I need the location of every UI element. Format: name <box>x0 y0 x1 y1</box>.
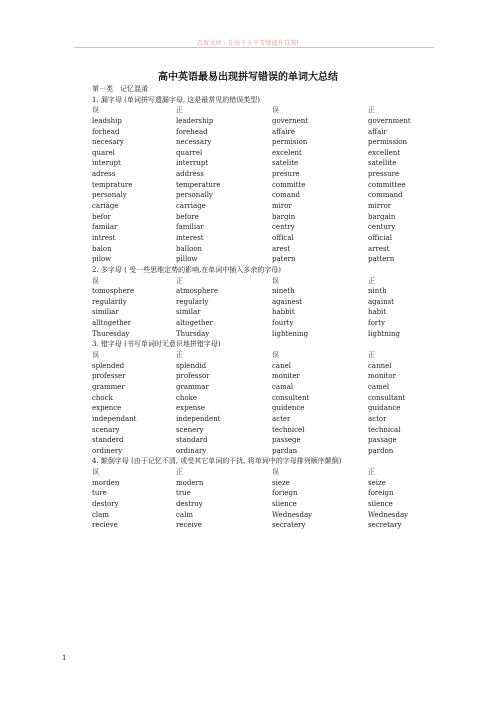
correct-word: standard <box>176 436 208 445</box>
header-wrong: 误 <box>92 468 99 477</box>
correct-word: Wednesday <box>368 510 409 519</box>
wrong-word: familar <box>92 223 118 232</box>
header-right: 正 <box>368 276 375 285</box>
wrong-word: againest <box>272 297 303 306</box>
header-right: 正 <box>176 351 183 360</box>
section-heading: 1. 漏字母 (单词拼写遗漏字母, 这是最常见的错误类型) <box>92 95 261 104</box>
word-row <box>92 371 422 382</box>
header-right: 正 <box>368 106 375 115</box>
wrong-word: patern <box>272 255 296 264</box>
word-row <box>92 180 422 191</box>
word-row <box>92 254 422 265</box>
header-wrong: 误 <box>92 276 99 285</box>
correct-word: independent <box>176 414 221 423</box>
wrong-word: intrest <box>92 233 116 242</box>
correct-word: satellite <box>368 159 397 168</box>
correct-word: professor <box>176 372 210 381</box>
correct-word: temperature <box>176 180 221 189</box>
wrong-word: personaly <box>92 191 127 200</box>
correct-word: lightning <box>368 329 401 338</box>
wrong-word: excelent <box>272 148 302 157</box>
word-row <box>92 201 422 212</box>
correct-word: scenery <box>176 425 204 434</box>
correct-word: permission <box>368 138 407 147</box>
word-row <box>92 158 422 169</box>
wrong-word: temprature <box>92 180 133 189</box>
wrong-word: quarel <box>92 148 115 157</box>
word-row <box>92 425 422 436</box>
column-header-row <box>92 350 422 361</box>
wrong-word: independant <box>92 414 137 423</box>
header-wrong: 误 <box>272 468 279 477</box>
correct-word: forehead <box>176 127 208 136</box>
correct-word: grammar <box>176 382 209 391</box>
wrong-word: regularily <box>92 297 127 306</box>
correct-word: cannel <box>368 361 392 370</box>
wrong-word: satelite <box>272 159 299 168</box>
word-row <box>92 488 422 499</box>
word-row <box>92 116 422 127</box>
correct-word: habit <box>368 308 387 317</box>
wrong-word: habbit <box>272 308 295 317</box>
correct-word: seize <box>368 478 386 487</box>
watermark: 百度文库 - 让每个人平等地提升自我! <box>196 40 300 47</box>
header-right: 正 <box>368 468 375 477</box>
correct-word: foreign <box>368 489 394 498</box>
word-row <box>92 318 422 329</box>
wrong-word: grammer <box>92 382 125 391</box>
wrong-word: scenary <box>92 425 120 434</box>
correct-word: ninth <box>368 287 387 296</box>
word-row <box>92 382 422 393</box>
wrong-word: cariage <box>92 202 119 211</box>
wrong-word: sieze <box>272 478 290 487</box>
page-title: 高中英语最易出现拼写错误的单词大总结 <box>158 72 338 83</box>
wrong-word: clam <box>92 510 109 519</box>
word-row <box>92 286 422 297</box>
word-row <box>92 520 422 531</box>
section-heading: 4. 颠倒字母 (由于记忆不清, 或受其它单词的干扰, 将单词中的字母排列顺序颠倒) <box>92 457 342 466</box>
correct-word: affair <box>368 127 387 136</box>
word-row <box>92 244 422 255</box>
wrong-word: centry <box>272 223 295 232</box>
wrong-word: canel <box>272 361 291 370</box>
wrong-word: alltogether <box>92 319 132 328</box>
correct-word: arrest <box>368 244 390 253</box>
correct-word: altogether <box>176 319 213 328</box>
word-row <box>92 137 422 148</box>
wrong-word: permision <box>272 138 308 147</box>
header-rule <box>74 47 434 48</box>
word-row <box>92 233 422 244</box>
correct-word: leadership <box>176 116 214 125</box>
header-wrong: 误 <box>272 106 279 115</box>
wrong-word: lightening <box>272 329 309 338</box>
word-row <box>92 307 422 318</box>
wrong-word: forhead <box>92 127 120 136</box>
wrong-word: acter <box>272 414 291 423</box>
wrong-word: pilow <box>92 255 112 264</box>
word-row <box>92 393 422 404</box>
header-right: 正 <box>176 106 183 115</box>
wrong-word: recieve <box>92 521 118 530</box>
wrong-word: leadship <box>92 116 122 125</box>
category-heading: 第一类 记忆混淆 <box>92 85 148 93</box>
wrong-word: presure <box>272 170 300 179</box>
word-row <box>92 510 422 521</box>
word-row <box>92 190 422 201</box>
word-row <box>92 329 422 340</box>
column-header-row <box>92 467 422 478</box>
correct-word: mirror <box>368 202 392 211</box>
correct-word: committee <box>368 180 406 189</box>
wrong-word: splended <box>92 361 125 370</box>
correct-word: calm <box>176 510 193 519</box>
correct-word: necessary <box>176 138 212 147</box>
correct-word: actor <box>368 414 387 423</box>
word-row <box>92 212 422 223</box>
header-right: 正 <box>176 276 183 285</box>
wrong-word: consultent <box>272 393 310 402</box>
correct-word: ordinary <box>176 446 207 455</box>
wrong-word: secratery <box>272 521 306 530</box>
wrong-word: offical <box>272 233 294 242</box>
header-right: 正 <box>176 468 183 477</box>
correct-word: guidance <box>368 404 401 413</box>
correct-word: expense <box>176 404 205 413</box>
correct-word: pressure <box>368 170 400 179</box>
correct-word: secretary <box>368 521 402 530</box>
wrong-word: comand <box>272 191 300 200</box>
wrong-word: passege <box>272 436 301 445</box>
wrong-word: necesary <box>92 138 124 147</box>
correct-word: century <box>368 223 396 232</box>
correct-word: balloon <box>176 244 203 253</box>
word-row <box>92 478 422 489</box>
correct-word: excellent <box>368 148 401 157</box>
wrong-word: professer <box>92 372 126 381</box>
wrong-word: governent <box>272 116 309 125</box>
wrong-word: destory <box>92 499 119 508</box>
page-number: 1 <box>62 654 67 662</box>
correct-word: carriage <box>176 202 206 211</box>
correct-word: similar <box>176 308 201 317</box>
word-row <box>92 361 422 372</box>
correct-word: pardon <box>368 446 394 455</box>
correct-word: choke <box>176 393 198 402</box>
correct-word: against <box>368 297 394 306</box>
wrong-word: foriegn <box>272 489 298 498</box>
wrong-word: arest <box>272 244 291 253</box>
correct-word: familiar <box>176 223 204 232</box>
wrong-word: balon <box>92 244 112 253</box>
wrong-word: expence <box>92 404 122 413</box>
wrong-word: Wednesday <box>272 510 313 519</box>
correct-word: pillow <box>176 255 198 264</box>
wrong-word: Thuresday <box>92 329 130 338</box>
correct-word: Thursday <box>176 329 210 338</box>
correct-word: regularly <box>176 297 209 306</box>
wrong-word: camal <box>272 382 294 391</box>
section-heading: 3. 错字母 (书写单词时无意识地拼错字母) <box>92 340 221 349</box>
word-row <box>92 222 422 233</box>
word-row <box>92 148 422 159</box>
word-row <box>92 435 422 446</box>
correct-word: interrupt <box>176 159 209 168</box>
correct-word: government <box>368 116 411 125</box>
wrong-word: chock <box>92 393 113 402</box>
document-body <box>92 84 422 531</box>
wrong-word: adress <box>92 170 116 179</box>
word-row <box>92 414 422 425</box>
column-header-row <box>92 276 422 287</box>
correct-word: bargain <box>368 212 396 221</box>
wrong-word: guidence <box>272 404 305 413</box>
wrong-word: ordinery <box>92 446 123 455</box>
wrong-word: fourty <box>272 319 294 328</box>
wrong-word: befor <box>92 212 111 221</box>
correct-word: official <box>368 233 392 242</box>
correct-word: destroy <box>176 499 203 508</box>
correct-word: command <box>368 191 403 200</box>
wrong-word: interupt <box>92 159 121 168</box>
header-wrong: 误 <box>92 351 99 360</box>
header-right: 正 <box>368 351 375 360</box>
wrong-word: slience <box>272 499 297 508</box>
wrong-word: tomosphere <box>92 287 135 296</box>
correct-word: address <box>176 170 204 179</box>
correct-word: silence <box>368 499 393 508</box>
wrong-word: bargin <box>272 212 296 221</box>
correct-word: forty <box>368 319 385 328</box>
correct-word: receive <box>176 521 202 530</box>
wrong-word: standerd <box>92 436 124 445</box>
wrong-word: similiar <box>92 308 119 317</box>
wrong-word: technicel <box>272 425 305 434</box>
header-wrong: 误 <box>92 106 99 115</box>
word-row <box>92 127 422 138</box>
word-row <box>92 403 422 414</box>
wrong-word: moniter <box>272 372 300 381</box>
wrong-word: committe <box>272 180 306 189</box>
wrong-word: ture <box>92 489 107 498</box>
correct-word: technical <box>368 425 401 434</box>
correct-word: atmosphere <box>176 287 219 296</box>
section-heading: 2. 多字母 ( 受一些思维定势的影响,在单词中插入多余的字母) <box>92 265 282 274</box>
correct-word: quarrel <box>176 148 203 157</box>
wrong-word: nineth <box>272 287 295 296</box>
wrong-word: morden <box>92 478 120 487</box>
wrong-word: affaire <box>272 127 296 136</box>
correct-word: true <box>176 489 191 498</box>
correct-word: interest <box>176 233 204 242</box>
column-header-row <box>92 105 422 116</box>
correct-word: passage <box>368 436 397 445</box>
correct-word: personally <box>176 191 213 200</box>
correct-word: camel <box>368 382 390 391</box>
wrong-word: pardan <box>272 446 298 455</box>
wrong-word: miror <box>272 202 292 211</box>
word-row <box>92 499 422 510</box>
correct-word: monitor <box>368 372 396 381</box>
correct-word: before <box>176 212 199 221</box>
word-row <box>92 297 422 308</box>
correct-word: modern <box>176 478 204 487</box>
correct-word: pattern <box>368 255 395 264</box>
header-wrong: 误 <box>272 351 279 360</box>
word-row <box>92 446 422 457</box>
word-row <box>92 169 422 180</box>
header-wrong: 误 <box>272 276 279 285</box>
correct-word: splendid <box>176 361 207 370</box>
correct-word: consultant <box>368 393 406 402</box>
